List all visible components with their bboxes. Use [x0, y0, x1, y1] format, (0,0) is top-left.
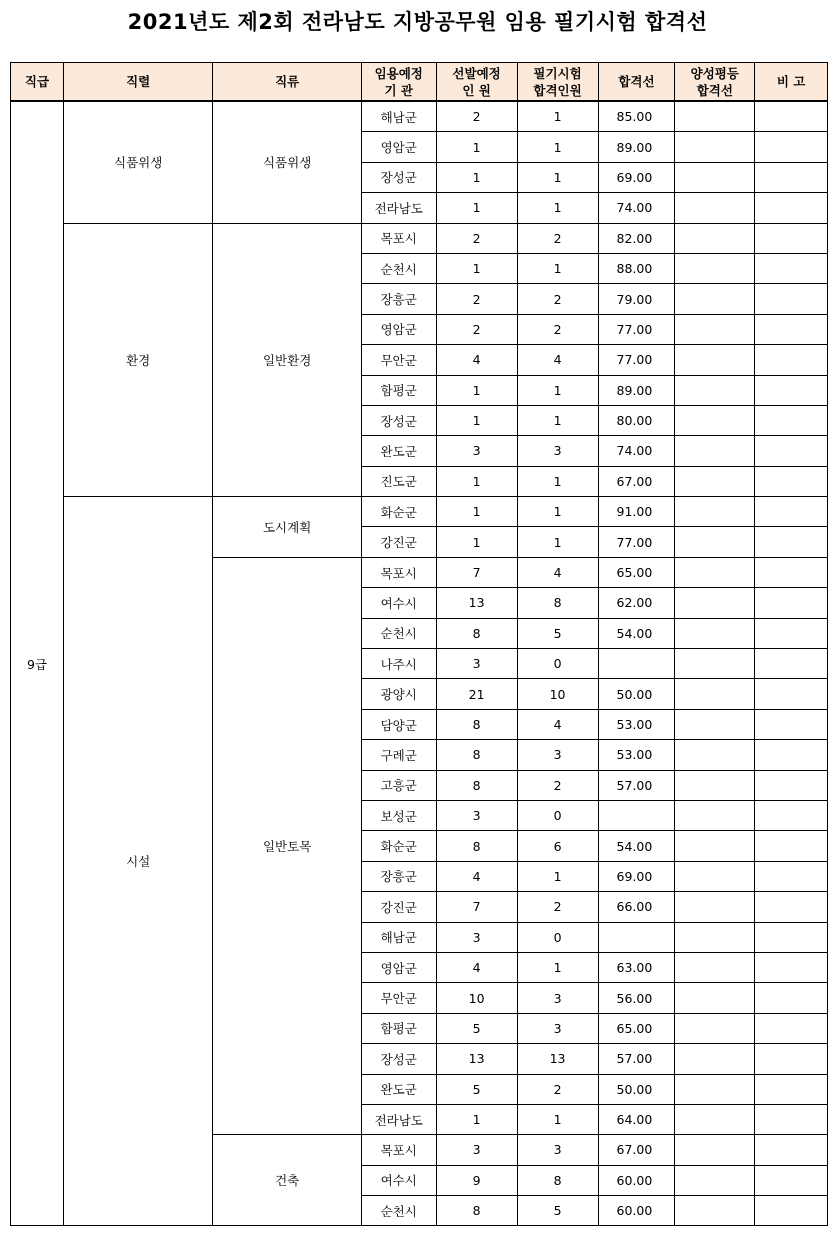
- cutoff-cell: 69.00: [598, 162, 675, 192]
- gender-cutoff-cell: [675, 1196, 755, 1226]
- planned-cell: 7: [436, 557, 517, 587]
- cutoff-cell: 66.00: [598, 892, 675, 922]
- note-cell: [755, 770, 828, 800]
- agency-cell: 담양군: [361, 709, 436, 739]
- agency-cell: 고흥군: [361, 770, 436, 800]
- note-cell: [755, 740, 828, 770]
- note-cell: [755, 649, 828, 679]
- cutoff-cell: 65.00: [598, 1013, 675, 1043]
- agency-cell: 진도군: [361, 466, 436, 496]
- gender-cutoff-cell: [675, 132, 755, 162]
- cutoff-cell: [598, 649, 675, 679]
- planned-cell: 2: [436, 314, 517, 344]
- passed-cell: 1: [517, 405, 598, 435]
- planned-cell: 1: [436, 497, 517, 527]
- gender-cutoff-cell: [675, 679, 755, 709]
- gender-cutoff-cell: [675, 831, 755, 861]
- header-cutoff: 합격선: [598, 63, 675, 102]
- agency-cell: 영암군: [361, 314, 436, 344]
- gender-cutoff-cell: [675, 892, 755, 922]
- agency-cell: 여수시: [361, 588, 436, 618]
- note-cell: [755, 466, 828, 496]
- gender-cutoff-cell: [675, 1044, 755, 1074]
- agency-cell: 광양시: [361, 679, 436, 709]
- cutoff-cell: 77.00: [598, 527, 675, 557]
- agency-cell: 순천시: [361, 618, 436, 648]
- header-agency-line1: 임용예정: [374, 65, 423, 81]
- cutoff-cell: 60.00: [598, 1196, 675, 1226]
- passed-cell: 1: [517, 1104, 598, 1134]
- agency-cell: 전라남도: [361, 193, 436, 223]
- planned-cell: 13: [436, 588, 517, 618]
- planned-cell: 8: [436, 740, 517, 770]
- agency-cell: 함평군: [361, 375, 436, 405]
- gender-cutoff-cell: [675, 527, 755, 557]
- header-planned-line2: 인 원: [462, 82, 491, 98]
- passed-cell: 5: [517, 1196, 598, 1226]
- agency-cell: 나주시: [361, 649, 436, 679]
- gender-cutoff-cell: [675, 740, 755, 770]
- grade-cell: 9급: [11, 101, 64, 1226]
- passed-cell: 10: [517, 679, 598, 709]
- header-class: 직류: [213, 63, 361, 102]
- gender-cutoff-cell: [675, 253, 755, 283]
- agency-cell: 목포시: [361, 557, 436, 587]
- planned-cell: 5: [436, 1013, 517, 1043]
- passed-cell: 2: [517, 284, 598, 314]
- planned-cell: 1: [436, 375, 517, 405]
- agency-cell: 보성군: [361, 800, 436, 830]
- planned-cell: 1: [436, 132, 517, 162]
- note-cell: [755, 132, 828, 162]
- cutoff-cell: [598, 800, 675, 830]
- planned-cell: 4: [436, 952, 517, 982]
- gender-cutoff-cell: [675, 861, 755, 891]
- planned-cell: 2: [436, 223, 517, 253]
- passed-cell: 1: [517, 497, 598, 527]
- header-gender: [675, 63, 755, 102]
- passed-cell: 1: [517, 466, 598, 496]
- cutoff-cell: 54.00: [598, 831, 675, 861]
- note-cell: [755, 709, 828, 739]
- agency-cell: 해남군: [361, 922, 436, 952]
- gender-cutoff-cell: [675, 618, 755, 648]
- passed-cell: 1: [517, 132, 598, 162]
- agency-cell: 구례군: [361, 740, 436, 770]
- note-cell: [755, 1044, 828, 1074]
- passed-cell: 8: [517, 588, 598, 618]
- pass-cutoff-table: [10, 62, 828, 1226]
- agency-cell: 무안군: [361, 983, 436, 1013]
- passed-cell: 1: [517, 193, 598, 223]
- cutoff-cell: 69.00: [598, 861, 675, 891]
- passed-cell: 3: [517, 1135, 598, 1165]
- cutoff-cell: 79.00: [598, 284, 675, 314]
- passed-cell: 3: [517, 983, 598, 1013]
- gender-cutoff-cell: [675, 1013, 755, 1043]
- passed-cell: 1: [517, 527, 598, 557]
- cutoff-cell: 82.00: [598, 223, 675, 253]
- note-cell: [755, 223, 828, 253]
- passed-cell: 2: [517, 223, 598, 253]
- header-planned-line1: 선발예정: [452, 65, 501, 81]
- gender-cutoff-cell: [675, 983, 755, 1013]
- agency-cell: 전라남도: [361, 1104, 436, 1134]
- cutoff-cell: 77.00: [598, 314, 675, 344]
- gender-cutoff-cell: [675, 588, 755, 618]
- planned-cell: 3: [436, 800, 517, 830]
- class-cell: 일반토목: [213, 557, 361, 1134]
- note-cell: [755, 892, 828, 922]
- cutoff-cell: 53.00: [598, 740, 675, 770]
- header-planned: [436, 63, 517, 102]
- planned-cell: 1: [436, 466, 517, 496]
- planned-cell: 21: [436, 679, 517, 709]
- note-cell: [755, 1196, 828, 1226]
- cutoff-cell: 85.00: [598, 101, 675, 132]
- note-cell: [755, 861, 828, 891]
- gender-cutoff-cell: [675, 284, 755, 314]
- agency-cell: 무안군: [361, 345, 436, 375]
- table-row: [11, 497, 828, 527]
- planned-cell: 9: [436, 1165, 517, 1195]
- passed-cell: 1: [517, 253, 598, 283]
- note-cell: [755, 101, 828, 132]
- cutoff-cell: 54.00: [598, 618, 675, 648]
- gender-cutoff-cell: [675, 1165, 755, 1195]
- gender-cutoff-cell: [675, 466, 755, 496]
- header-series: 직렬: [63, 63, 212, 102]
- planned-cell: 5: [436, 1074, 517, 1104]
- cutoff-cell: 67.00: [598, 466, 675, 496]
- agency-cell: 함평군: [361, 1013, 436, 1043]
- class-cell: 도시계획: [213, 497, 361, 558]
- header-agency: [361, 63, 436, 102]
- cutoff-cell: 50.00: [598, 1074, 675, 1104]
- gender-cutoff-cell: [675, 162, 755, 192]
- cutoff-cell: 65.00: [598, 557, 675, 587]
- agency-cell: 장성군: [361, 162, 436, 192]
- agency-cell: 완도군: [361, 1074, 436, 1104]
- passed-cell: 4: [517, 345, 598, 375]
- note-cell: [755, 800, 828, 830]
- note-cell: [755, 193, 828, 223]
- cutoff-cell: 67.00: [598, 1135, 675, 1165]
- cutoff-cell: 50.00: [598, 679, 675, 709]
- gender-cutoff-cell: [675, 405, 755, 435]
- agency-cell: 목포시: [361, 1135, 436, 1165]
- passed-cell: 1: [517, 861, 598, 891]
- cutoff-cell: 74.00: [598, 193, 675, 223]
- header-passed: [517, 63, 598, 102]
- cutoff-cell: 74.00: [598, 436, 675, 466]
- gender-cutoff-cell: [675, 193, 755, 223]
- gender-cutoff-cell: [675, 1135, 755, 1165]
- passed-cell: 1: [517, 101, 598, 132]
- gender-cutoff-cell: [675, 345, 755, 375]
- planned-cell: 7: [436, 892, 517, 922]
- cutoff-cell: 91.00: [598, 497, 675, 527]
- note-cell: [755, 375, 828, 405]
- agency-cell: 영암군: [361, 132, 436, 162]
- passed-cell: 0: [517, 922, 598, 952]
- cutoff-cell: 57.00: [598, 770, 675, 800]
- gender-cutoff-cell: [675, 649, 755, 679]
- cutoff-cell: 64.00: [598, 1104, 675, 1134]
- agency-cell: 화순군: [361, 831, 436, 861]
- passed-cell: 8: [517, 1165, 598, 1195]
- agency-cell: 여수시: [361, 1165, 436, 1195]
- note-cell: [755, 679, 828, 709]
- gender-cutoff-cell: [675, 1104, 755, 1134]
- series-cell: 식품위생: [63, 101, 212, 223]
- passed-cell: 1: [517, 375, 598, 405]
- planned-cell: 10: [436, 983, 517, 1013]
- gender-cutoff-cell: [675, 101, 755, 132]
- cutoff-cell: 53.00: [598, 709, 675, 739]
- note-cell: [755, 527, 828, 557]
- passed-cell: 13: [517, 1044, 598, 1074]
- page-title: 2021년도 제2회 전라남도 지방공무원 임용 필기시험 합격선: [127, 10, 708, 34]
- gender-cutoff-cell: [675, 952, 755, 982]
- class-cell: 일반환경: [213, 223, 361, 497]
- cutoff-cell: 89.00: [598, 375, 675, 405]
- agency-cell: 해남군: [361, 101, 436, 132]
- planned-cell: 3: [436, 649, 517, 679]
- passed-cell: 1: [517, 162, 598, 192]
- planned-cell: 3: [436, 922, 517, 952]
- note-cell: [755, 952, 828, 982]
- header-gender-line2: 합격선: [696, 82, 733, 98]
- cutoff-cell: 62.00: [598, 588, 675, 618]
- planned-cell: 8: [436, 618, 517, 648]
- table-row: [11, 223, 828, 253]
- planned-cell: 4: [436, 861, 517, 891]
- passed-cell: 2: [517, 892, 598, 922]
- passed-cell: 3: [517, 740, 598, 770]
- gender-cutoff-cell: [675, 922, 755, 952]
- note-cell: [755, 405, 828, 435]
- note-cell: [755, 162, 828, 192]
- agency-cell: 순천시: [361, 253, 436, 283]
- cutoff-cell: 57.00: [598, 1044, 675, 1074]
- agency-cell: 순천시: [361, 1196, 436, 1226]
- planned-cell: 8: [436, 709, 517, 739]
- header-note: 비 고: [755, 63, 828, 102]
- table-row: [11, 101, 828, 132]
- cutoff-cell: 89.00: [598, 132, 675, 162]
- planned-cell: 1: [436, 193, 517, 223]
- gender-cutoff-cell: [675, 314, 755, 344]
- cutoff-cell: 80.00: [598, 405, 675, 435]
- agency-cell: 완도군: [361, 436, 436, 466]
- series-cell: 시설: [63, 497, 212, 1226]
- note-cell: [755, 1013, 828, 1043]
- note-cell: [755, 314, 828, 344]
- passed-cell: 4: [517, 709, 598, 739]
- note-cell: [755, 831, 828, 861]
- cutoff-cell: 63.00: [598, 952, 675, 982]
- note-cell: [755, 497, 828, 527]
- header-passed-line1: 필기시험: [533, 65, 582, 81]
- note-cell: [755, 436, 828, 466]
- cutoff-cell: [598, 922, 675, 952]
- agency-cell: 화순군: [361, 497, 436, 527]
- passed-cell: 2: [517, 1074, 598, 1104]
- planned-cell: 3: [436, 1135, 517, 1165]
- passed-cell: 0: [517, 649, 598, 679]
- class-cell: 건축: [213, 1135, 361, 1226]
- header-agency-line2: 기 관: [384, 82, 413, 98]
- planned-cell: 2: [436, 284, 517, 314]
- note-cell: [755, 1135, 828, 1165]
- passed-cell: 2: [517, 770, 598, 800]
- note-cell: [755, 588, 828, 618]
- agency-cell: 장흥군: [361, 861, 436, 891]
- agency-cell: 장성군: [361, 1044, 436, 1074]
- cutoff-cell: 77.00: [598, 345, 675, 375]
- passed-cell: 4: [517, 557, 598, 587]
- passed-cell: 6: [517, 831, 598, 861]
- planned-cell: 3: [436, 436, 517, 466]
- note-cell: [755, 1104, 828, 1134]
- gender-cutoff-cell: [675, 709, 755, 739]
- header-gender-line1: 양성평등: [690, 65, 739, 81]
- planned-cell: 8: [436, 770, 517, 800]
- gender-cutoff-cell: [675, 770, 755, 800]
- passed-cell: 3: [517, 1013, 598, 1043]
- note-cell: [755, 557, 828, 587]
- gender-cutoff-cell: [675, 436, 755, 466]
- table-header: [11, 63, 828, 102]
- agency-cell: 강진군: [361, 527, 436, 557]
- gender-cutoff-cell: [675, 223, 755, 253]
- passed-cell: 3: [517, 436, 598, 466]
- passed-cell: 1: [517, 952, 598, 982]
- planned-cell: 8: [436, 831, 517, 861]
- agency-cell: 영암군: [361, 952, 436, 982]
- note-cell: [755, 1165, 828, 1195]
- agency-cell: 강진군: [361, 892, 436, 922]
- note-cell: [755, 618, 828, 648]
- cutoff-cell: 60.00: [598, 1165, 675, 1195]
- class-cell: 식품위생: [213, 101, 361, 223]
- planned-cell: 8: [436, 1196, 517, 1226]
- planned-cell: 1: [436, 527, 517, 557]
- gender-cutoff-cell: [675, 800, 755, 830]
- planned-cell: 4: [436, 345, 517, 375]
- agency-cell: 장성군: [361, 405, 436, 435]
- passed-cell: 5: [517, 618, 598, 648]
- passed-cell: 0: [517, 800, 598, 830]
- series-cell: 환경: [63, 223, 212, 497]
- note-cell: [755, 922, 828, 952]
- gender-cutoff-cell: [675, 497, 755, 527]
- planned-cell: 1: [436, 1104, 517, 1134]
- planned-cell: 1: [436, 253, 517, 283]
- table-body: [11, 101, 828, 1226]
- planned-cell: 1: [436, 162, 517, 192]
- planned-cell: 2: [436, 101, 517, 132]
- cutoff-cell: 56.00: [598, 983, 675, 1013]
- planned-cell: 1: [436, 405, 517, 435]
- gender-cutoff-cell: [675, 1074, 755, 1104]
- note-cell: [755, 284, 828, 314]
- note-cell: [755, 1074, 828, 1104]
- agency-cell: 장흥군: [361, 284, 436, 314]
- note-cell: [755, 253, 828, 283]
- header-grade: 직급: [11, 63, 64, 102]
- gender-cutoff-cell: [675, 375, 755, 405]
- planned-cell: 13: [436, 1044, 517, 1074]
- passed-cell: 2: [517, 314, 598, 344]
- header-passed-line2: 합격인원: [533, 82, 582, 98]
- note-cell: [755, 983, 828, 1013]
- note-cell: [755, 345, 828, 375]
- agency-cell: 목포시: [361, 223, 436, 253]
- cutoff-cell: 88.00: [598, 253, 675, 283]
- gender-cutoff-cell: [675, 557, 755, 587]
